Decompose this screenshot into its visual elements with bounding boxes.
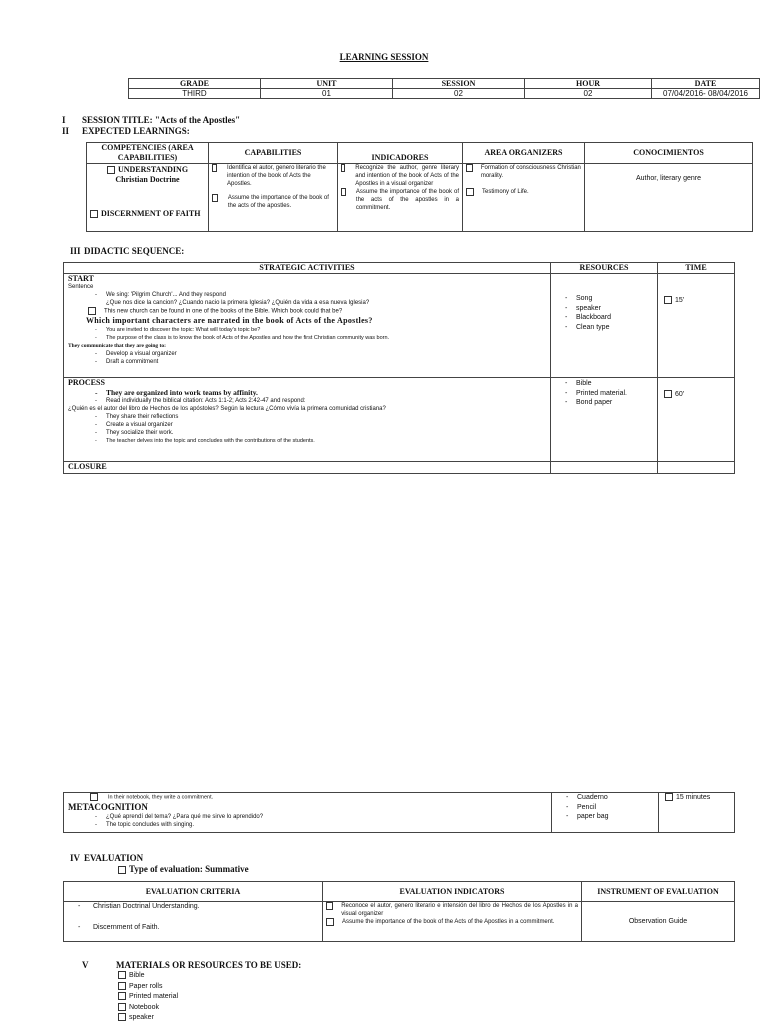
process-resources (551, 378, 658, 462)
sequence-header: TIME (658, 263, 735, 274)
closure-time (658, 462, 735, 474)
checkbox-icon (90, 793, 98, 801)
resource-item: - Blackboard (554, 313, 654, 323)
info-header: DATE (652, 79, 760, 89)
date-value: 07/04/2016- 08/04/2016 (652, 89, 760, 99)
resource-item: - Bible (554, 379, 654, 389)
capability: Assume the importance of the book of the acts of the apostles. (227, 195, 329, 209)
sequence-header: STRATEGIC ACTIVITIES (64, 263, 551, 274)
checkbox-icon (118, 971, 126, 979)
start-time: 15' (658, 274, 735, 378)
info-header: GRADE (129, 79, 261, 89)
checkbox-icon (212, 164, 217, 172)
list-item: - Develop a visual organizer (84, 350, 547, 358)
session-info-table (128, 78, 760, 99)
question-line: This new church can be found in one of the books of the Bible. Which book could that be? (104, 308, 343, 315)
start-cell (64, 274, 551, 378)
checkbox-icon (664, 296, 672, 304)
page-title: LEARNING SESSION (339, 52, 429, 62)
indicator: Recognize the author, genre literary and intention of the book of Acts of the Apostles in a visual organizer (355, 165, 459, 187)
section-didactic-sequence: III DIDACTIC SEQUENCE: (70, 246, 185, 256)
info-header: HOUR (525, 79, 652, 89)
start-resources (551, 274, 658, 378)
process-time: 60' (658, 378, 735, 462)
question-line: ¿Que nos dice la cancion? ¿Cuando nacio la primera Iglesia? ¿Quién da vida a esa nueva Iglesia? (106, 300, 370, 306)
checkbox-icon (118, 1013, 126, 1021)
going-line: They communicate that they are going to: (68, 342, 166, 349)
evaluation-header: EVALUATION INDICATORS (323, 882, 582, 902)
material-item: Paper rolls (118, 982, 178, 993)
section-materials: V MATERIALS OR RESOURCES TO BE USED: (82, 960, 302, 970)
list-item: - Create a visual organizer (84, 421, 547, 429)
list-item: - The topic concludes with singing. (84, 821, 548, 829)
criterion: - Discernment of Faith. (67, 923, 319, 933)
checkbox-icon (326, 902, 333, 910)
evaluation-header: EVALUATION CRITERIA (64, 882, 323, 902)
section-evaluation: IV EVALUATION (70, 853, 144, 863)
metacognition-cell (64, 793, 552, 833)
sentence: Sentence (68, 284, 94, 290)
learnings-header: CONOCIMIENTOS (585, 143, 753, 164)
info-header: SESSION (393, 79, 525, 89)
resource-item: - Clean type (554, 323, 654, 333)
indicator: Assume the importance of the book of the acts of the apostles in a commitment. (355, 189, 459, 211)
hour-value: 02 (525, 89, 652, 99)
list-item: - They share their reflections (84, 413, 547, 421)
key-question: Which important characters are narrated in the book of Acts of the Apostles? (86, 315, 373, 325)
material-item: Notebook (118, 1003, 178, 1014)
process-cell (64, 378, 551, 462)
learnings-header: CAPABILITIES (209, 143, 338, 164)
resource-item: - paper bag (555, 812, 655, 822)
resource-item: - Song (554, 294, 654, 304)
list-item: - We sing: 'Pilgrim Church'... And they respond (84, 291, 547, 299)
notebook-line: In their notebook, they write a commitment. (108, 794, 214, 801)
organizers-cell (463, 164, 585, 232)
checkbox-icon (341, 164, 345, 172)
info-header: UNIT (261, 79, 393, 89)
metacognition-time: 15 minutes (659, 793, 735, 833)
learnings-header: INDICADORES (338, 143, 463, 164)
checkbox-icon (466, 188, 474, 196)
checkbox-icon (118, 1003, 126, 1011)
resource-item: - Bond paper (554, 398, 654, 408)
metacognition-resources (552, 793, 659, 833)
evaluation-header: INSTRUMENT OF EVALUATION (582, 882, 735, 902)
learnings-table (86, 142, 753, 232)
checkbox-icon (118, 992, 126, 1000)
list-item: - Read individually the biblical citation: Acts 1:1-2; Acts 2:42-47 and respond: (84, 397, 547, 405)
sequence-table (63, 262, 735, 474)
session-value: 02 (393, 89, 525, 99)
competency: DISCERNMENT OF FAITH (101, 209, 201, 218)
checkbox-icon (90, 210, 98, 218)
material-item: speaker (118, 1013, 178, 1024)
checkbox-icon (88, 307, 96, 315)
competencies-cell (87, 164, 209, 232)
list-item: - They are organized into work teams by affinity. (84, 388, 547, 397)
list-item: - The teacher delves into the topic and concludes with the contributions of the students. (84, 437, 547, 445)
instrument-cell: Observation Guide (582, 902, 735, 942)
checkbox-icon (466, 164, 473, 172)
organizer: Formation of consciousness Christian morality. (480, 165, 581, 179)
start-label: START (68, 274, 94, 283)
organizer: Testimony of Life. (482, 189, 529, 195)
unit-value: 01 (261, 89, 393, 99)
resource-item: - Cuaderno (555, 793, 655, 803)
materials-list (118, 971, 178, 1024)
list-item: - Draft a commitment (84, 358, 547, 366)
checkbox-icon (107, 166, 115, 174)
list-item: - The purpose of the class is to know the book of Acts of the Apostles and how the first Christian community was born. (84, 334, 547, 342)
criterion: - Christian Doctrinal Understanding. (67, 902, 319, 912)
evaluation-type: Type of evaluation: Summative (118, 864, 249, 874)
capability: Identifica el autor, genero literario the intention of the book of Acts the Apostles. (227, 165, 326, 187)
resource-item: - Printed material. (554, 389, 654, 399)
process-question: ¿Quién es el autor del libro de Hechos de los apóstoles? Según la lectura ¿Cómo vivía la primera comunidad cristiana? (68, 406, 386, 412)
learnings-header: AREA ORGANIZERS (463, 143, 585, 164)
metacognition-table (63, 792, 735, 833)
learnings-header: COMPETENCIES (AREA CAPABILITIES) (87, 143, 209, 164)
checkbox-icon (326, 918, 334, 926)
process-label: PROCESS (68, 378, 105, 387)
closure-resources (551, 462, 658, 474)
criteria-cell (64, 902, 323, 942)
checkbox-icon (664, 390, 672, 398)
checkbox-icon (665, 793, 673, 801)
checkbox-icon (118, 982, 126, 990)
sequence-header: RESOURCES (551, 263, 658, 274)
list-item: - They socialize their work. (84, 429, 547, 437)
section-expected-learnings: II EXPECTED LEARNINGS: (62, 126, 190, 136)
closure-label: CLOSURE (64, 462, 551, 474)
competency: UNDERSTANDING Christian Doctrine (115, 165, 189, 184)
metacognition-label: METACOGNITION (68, 801, 148, 812)
list-item: - ¿Qué aprendí del tema? ¿Para qué me sirve lo aprendido? (84, 813, 548, 821)
list-item: - You are invited to discover the topic: What will today's topic be? (84, 326, 547, 334)
material-item: Bible (118, 971, 178, 982)
evaluation-table (63, 881, 735, 942)
checkbox-icon (341, 188, 346, 196)
knowledge-cell: Author, literary genre (585, 164, 753, 232)
eval-indicator: Assume the importance of the book of the Acts of the Apostles in a commitment. (342, 919, 555, 925)
resource-item: - speaker (554, 304, 654, 314)
checkbox-icon (212, 194, 218, 202)
resource-item: - Pencil (555, 803, 655, 813)
section-session-title: I SESSION TITLE: "Acts of the Apostles" (62, 115, 241, 125)
material-item: Printed material (118, 992, 178, 1003)
checkbox-icon (118, 866, 126, 874)
grade-value: THIRD (129, 89, 261, 99)
indicators-cell (338, 164, 463, 232)
capabilities-cell (209, 164, 338, 232)
eval-indicator: Reconoce el autor, genero literario e intensión del libro de Hechos de los Apostles in a visual organizer (341, 903, 578, 917)
eval-indicators-cell (323, 902, 582, 942)
